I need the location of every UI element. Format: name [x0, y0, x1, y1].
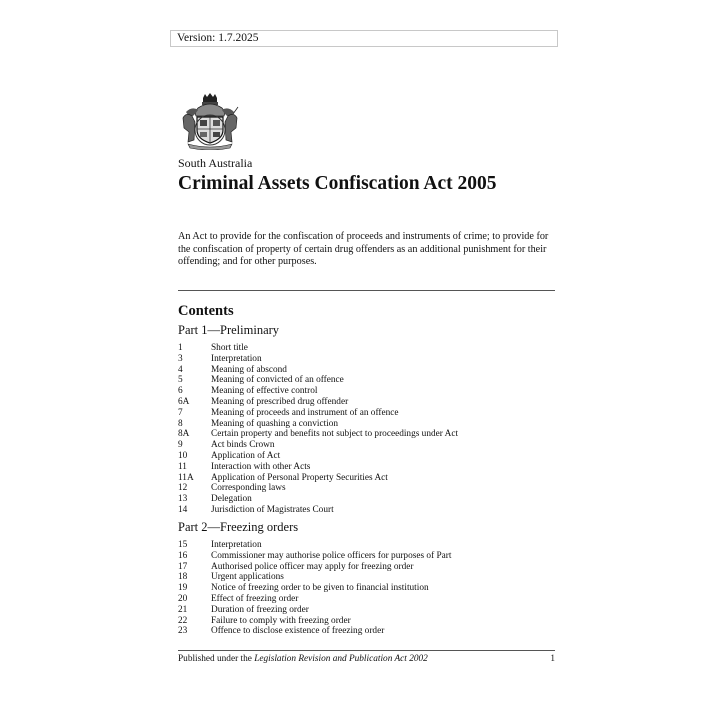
- jurisdiction-label: South Australia: [178, 156, 253, 170]
- toc-list-part-2: [178, 540, 451, 637]
- section-title: Meaning of proceeds and instrument of an offence: [211, 407, 399, 418]
- section-title: Notice of freezing order to be given to financial institution: [211, 583, 429, 594]
- section-title: Meaning of quashing a conviction: [211, 418, 339, 429]
- toc-entry[interactable]: [178, 343, 458, 354]
- contents-heading: Contents: [178, 303, 234, 319]
- toc-entry[interactable]: [178, 594, 451, 605]
- section-title: Failure to comply with freezing order: [211, 615, 351, 626]
- toc-entry[interactable]: [178, 354, 458, 365]
- toc-entry[interactable]: [178, 462, 458, 473]
- toc-entry[interactable]: [178, 397, 458, 408]
- section-number: 22: [178, 615, 188, 626]
- section-title: Meaning of abscond: [211, 364, 287, 375]
- toc-entry[interactable]: [178, 626, 451, 637]
- toc-entry[interactable]: [178, 583, 451, 594]
- toc-list-part-1: [178, 343, 458, 516]
- section-number: 4: [178, 364, 183, 375]
- section-title: Corresponding laws: [211, 483, 286, 494]
- section-number: 1: [178, 343, 183, 353]
- toc-entry[interactable]: [178, 419, 458, 430]
- toc-entry[interactable]: [178, 440, 458, 451]
- section-number: 9: [178, 440, 183, 451]
- toc-entry[interactable]: [178, 429, 458, 440]
- toc-entry[interactable]: [178, 551, 451, 562]
- section-number: 13: [178, 494, 188, 505]
- toc-entry[interactable]: [178, 616, 451, 627]
- section-number: 17: [178, 561, 188, 572]
- section-title: Effect of freezing order: [211, 593, 299, 604]
- version-label: Version: 1.7.2025: [170, 30, 558, 47]
- section-number: 21: [178, 604, 188, 615]
- page-footer: [178, 654, 555, 664]
- toc-entry[interactable]: [178, 408, 458, 419]
- section-title: Jurisdiction of Magistrates Court: [211, 504, 334, 515]
- section-number: 10: [178, 450, 188, 461]
- act-title: Criminal Assets Confiscation Act 2005: [178, 173, 497, 194]
- toc-entry[interactable]: [178, 562, 451, 573]
- section-title: Interaction with other Acts: [211, 461, 311, 472]
- toc-entry[interactable]: [178, 540, 451, 551]
- divider-bottom: [178, 650, 555, 651]
- section-number: 5: [178, 375, 183, 386]
- section-title: Certain property and benefits not subject to proceedings under Act: [211, 429, 459, 440]
- section-number: 14: [178, 504, 188, 515]
- section-title: Act binds Crown: [211, 440, 275, 451]
- section-title: Interpretation: [211, 540, 262, 550]
- section-title: Meaning of convicted of an offence: [211, 375, 344, 386]
- toc-entry[interactable]: [178, 605, 451, 616]
- long-title: An Act to provide for the confiscation of proceeds and instruments of crime; to provide for the confiscation of property of certain drug offenders as an additional punishment for their offending; and for other purposes.: [178, 231, 549, 268]
- section-number: 16: [178, 550, 188, 561]
- toc-entry[interactable]: [178, 375, 458, 386]
- section-title: Urgent applications: [211, 572, 284, 583]
- section-number: 11A: [178, 472, 194, 483]
- section-title: Short title: [211, 343, 248, 353]
- toc-entry[interactable]: [178, 451, 458, 462]
- section-title: Meaning of effective control: [211, 386, 318, 397]
- section-title: Interpretation: [211, 353, 262, 364]
- section-number: 8: [178, 418, 183, 429]
- section-number: 8A: [178, 429, 190, 440]
- section-title: Application of Act: [211, 450, 281, 461]
- toc-entry[interactable]: [178, 483, 458, 494]
- section-number: 23: [178, 626, 188, 637]
- section-title: Meaning of prescribed drug offender: [211, 396, 349, 407]
- divider-top: [178, 290, 555, 291]
- section-number: 20: [178, 593, 188, 604]
- section-number: 6A: [178, 396, 190, 407]
- section-number: 18: [178, 572, 188, 583]
- footer-publication: [178, 654, 428, 664]
- section-title: Application of Personal Property Securities Act: [211, 472, 388, 483]
- part-heading: Part 2—Freezing orders: [178, 520, 299, 534]
- toc-entry[interactable]: [178, 473, 458, 484]
- section-title: Duration of freezing order: [211, 604, 309, 615]
- toc-entry[interactable]: [178, 494, 458, 505]
- section-title: Offence to disclose existence of freezing order: [211, 626, 385, 637]
- coat-of-arms-icon: [180, 92, 240, 150]
- page-number: 1: [550, 654, 555, 664]
- section-number: 6: [178, 386, 183, 397]
- footer-prefix: Published under the: [178, 654, 255, 664]
- section-number: 12: [178, 483, 188, 494]
- part-heading: Part 1—Preliminary: [178, 323, 280, 337]
- section-title: Authorised police officer may apply for freezing order: [211, 561, 414, 572]
- section-title: Delegation: [211, 494, 252, 505]
- section-number: 19: [178, 583, 188, 594]
- section-number: 7: [178, 407, 183, 418]
- toc-entry[interactable]: [178, 386, 458, 397]
- section-number: 3: [178, 353, 183, 364]
- section-title: Commissioner may authorise police officers for purposes of Part: [211, 550, 452, 561]
- toc-entry[interactable]: [178, 505, 458, 516]
- section-number: 11: [178, 461, 187, 472]
- toc-entry[interactable]: [178, 365, 458, 376]
- footer-act-name: Legislation Revision and Publication Act 2002: [254, 654, 428, 664]
- section-number: 15: [178, 540, 188, 550]
- toc-entry[interactable]: [178, 572, 451, 583]
